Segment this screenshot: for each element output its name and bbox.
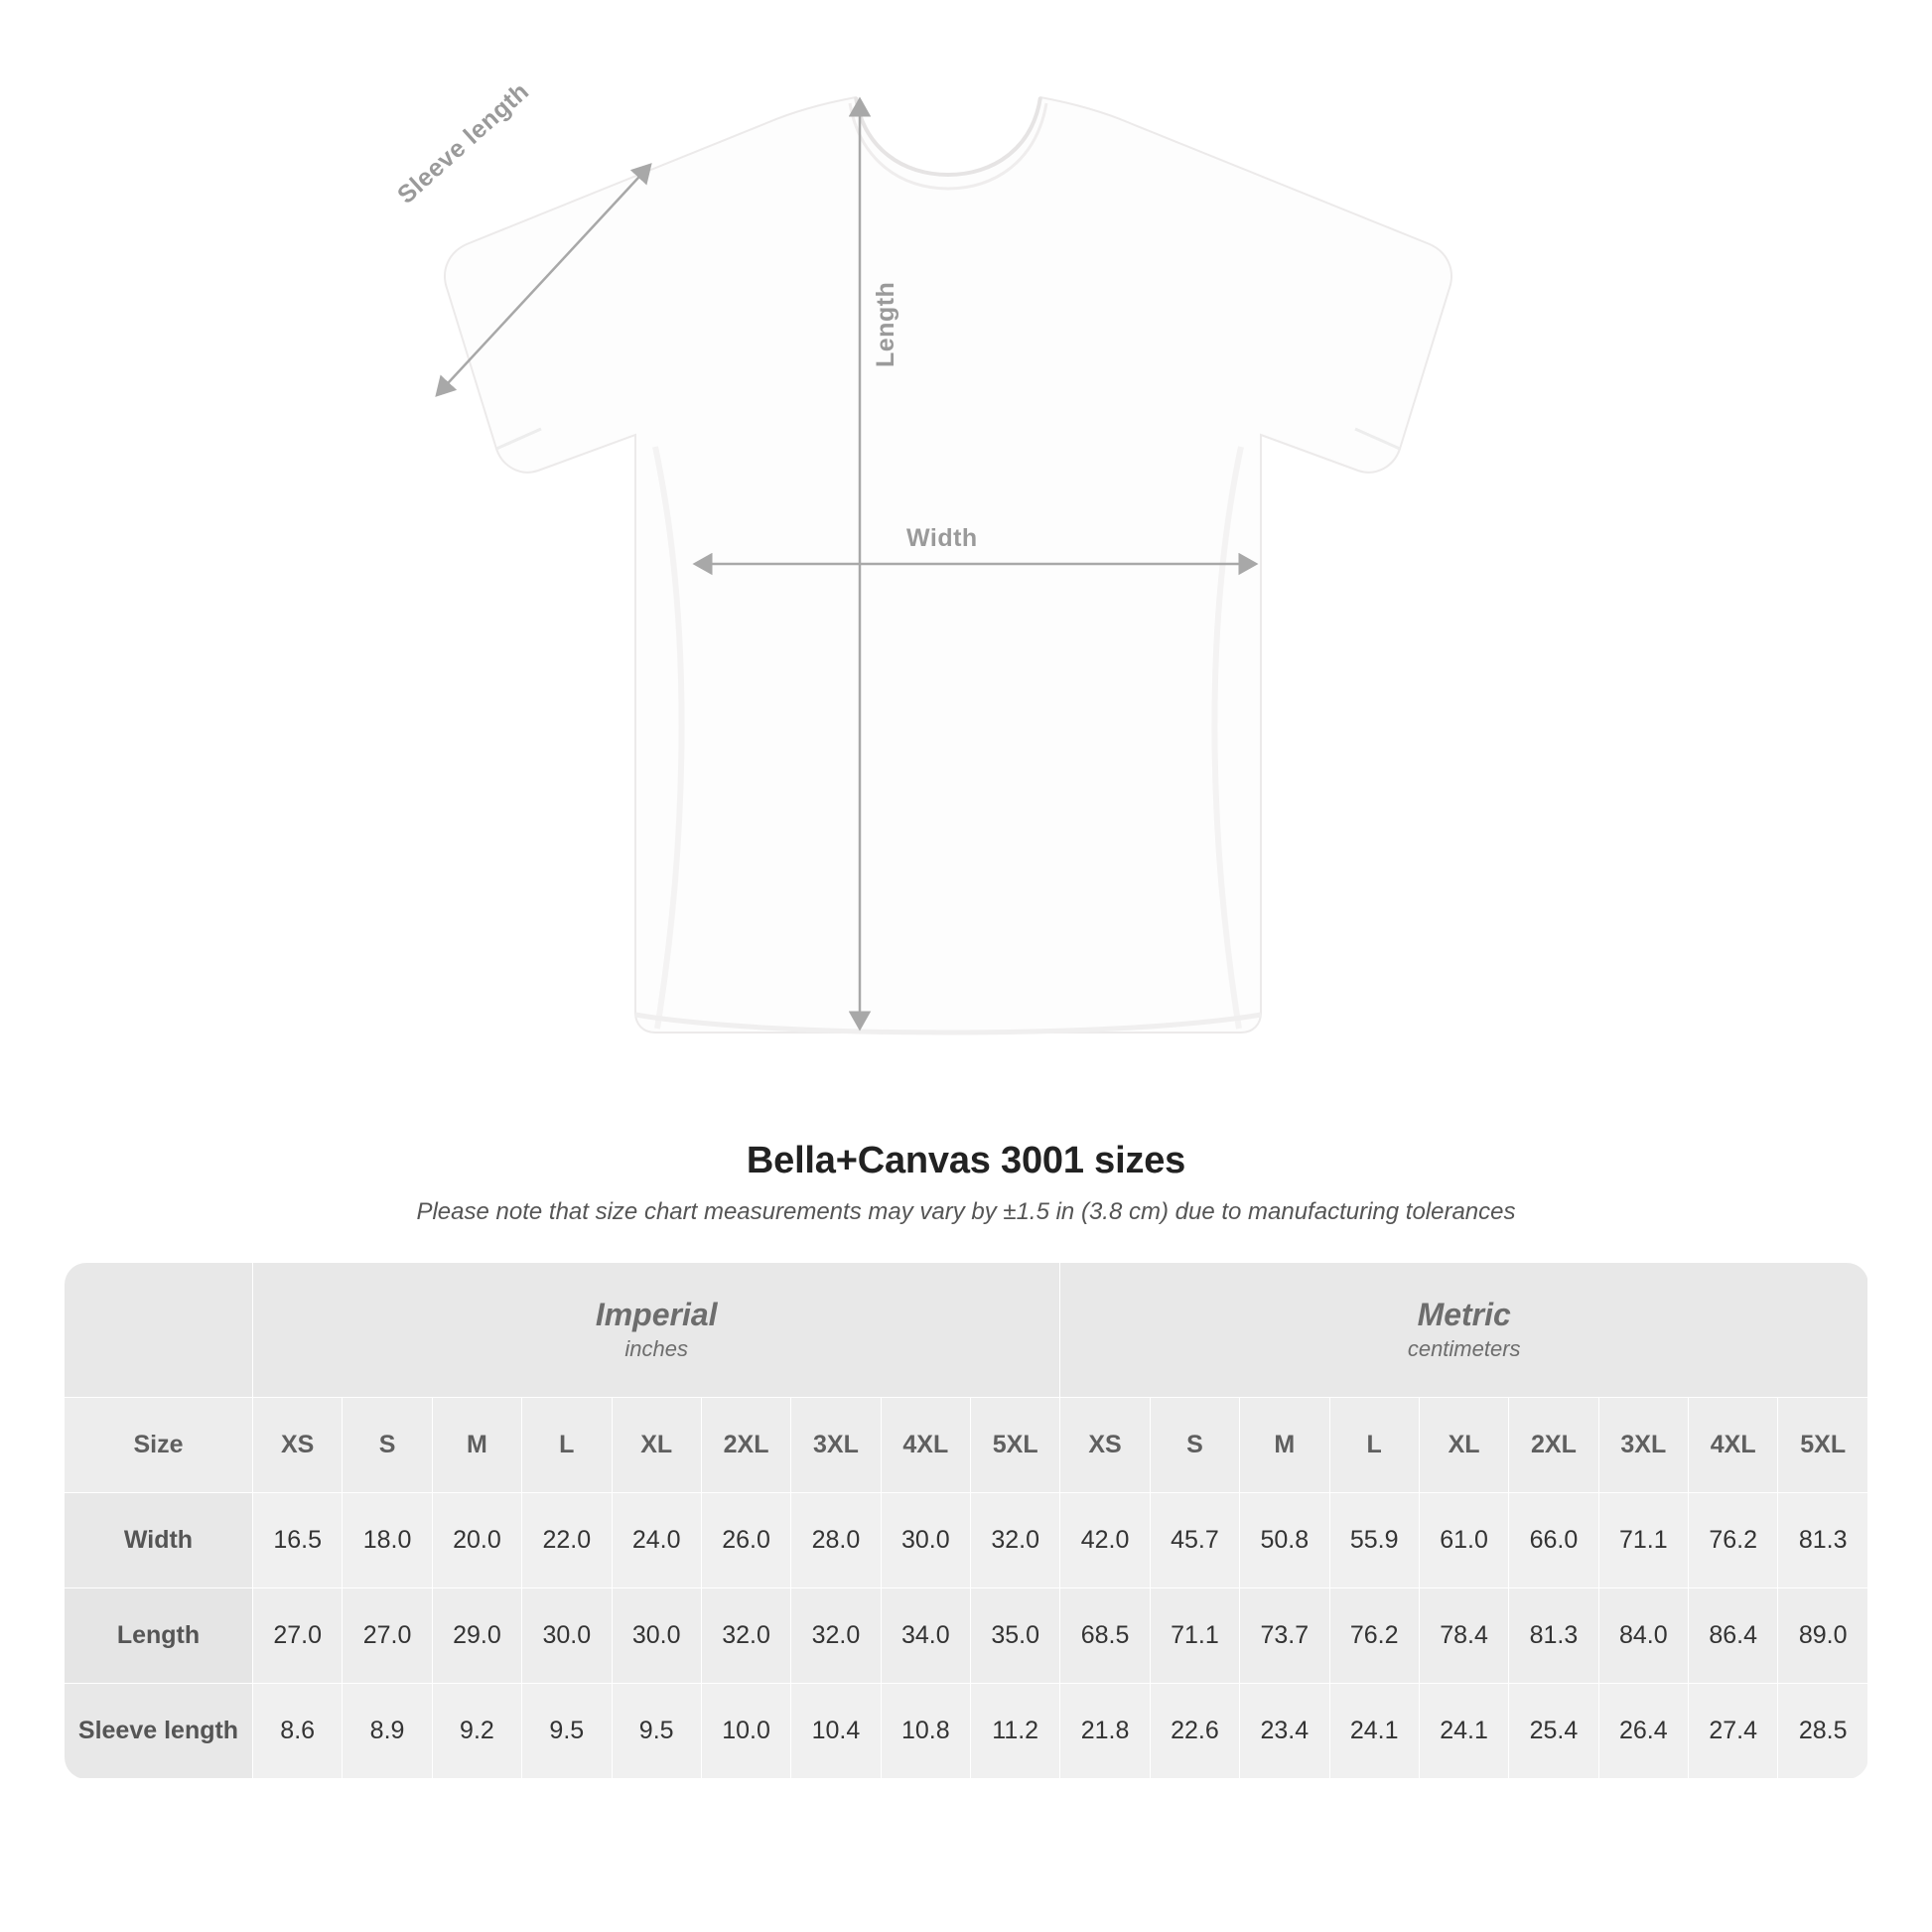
cell-width-metric-4xl: 76.2 [1689, 1493, 1778, 1588]
metric-unit-name: Metric [1417, 1297, 1511, 1333]
row-label-sleeve-length: Sleeve length [65, 1684, 253, 1779]
table-row [65, 1684, 1868, 1779]
cell-length-imperial-5xl: 35.0 [971, 1588, 1060, 1684]
cell-width-imperial-3xl: 28.0 [791, 1493, 881, 1588]
cell-sleeve-metric-m: 23.4 [1240, 1684, 1329, 1779]
cell-width-imperial-2xl: 26.0 [701, 1493, 790, 1588]
cell-width-imperial-4xl: 30.0 [881, 1493, 970, 1588]
cell-length-metric-xl: 78.4 [1419, 1588, 1508, 1684]
cell-width-metric-s: 45.7 [1150, 1493, 1239, 1588]
cell-length-metric-4xl: 86.4 [1689, 1588, 1778, 1684]
cell-length-metric-m: 73.7 [1240, 1588, 1329, 1684]
size-header-metric-s: S [1150, 1398, 1239, 1493]
table-row [65, 1588, 1868, 1684]
cell-sleeve-imperial-3xl: 10.4 [791, 1684, 881, 1779]
cell-length-imperial-s: 27.0 [343, 1588, 432, 1684]
cell-width-metric-xl: 61.0 [1419, 1493, 1508, 1588]
cell-sleeve-metric-xs: 21.8 [1060, 1684, 1150, 1779]
cell-length-imperial-4xl: 34.0 [881, 1588, 970, 1684]
size-header-metric-l: L [1329, 1398, 1419, 1493]
unit-header-row [65, 1263, 1868, 1398]
cell-width-metric-5xl: 81.3 [1778, 1493, 1868, 1588]
page-title: Bella+Canvas 3001 sizes [746, 1140, 1186, 1181]
size-header-imperial-m: M [432, 1398, 521, 1493]
cell-sleeve-metric-3xl: 26.4 [1598, 1684, 1688, 1779]
cell-width-imperial-xs: 16.5 [253, 1493, 343, 1588]
tolerance-note: Please note that size chart measurements may vary by ±1.5 in (3.8 cm) due to manufacturing tolerances [416, 1198, 1516, 1225]
size-header-metric-2xl: 2XL [1509, 1398, 1598, 1493]
imperial-unit-name: Imperial [595, 1297, 718, 1333]
cell-sleeve-imperial-4xl: 10.8 [881, 1684, 970, 1779]
size-header-metric-5xl: 5XL [1778, 1398, 1868, 1493]
table-row [65, 1493, 1868, 1588]
chart-caption [0, 1140, 1932, 1226]
size-header-imperial-2xl: 2XL [701, 1398, 790, 1493]
imperial-unit-header [253, 1263, 1060, 1398]
row-label-length: Length [65, 1588, 253, 1684]
cell-width-imperial-s: 18.0 [343, 1493, 432, 1588]
cell-sleeve-metric-4xl: 27.4 [1689, 1684, 1778, 1779]
cell-length-metric-xs: 68.5 [1060, 1588, 1150, 1684]
size-header-label: Size [65, 1398, 253, 1493]
size-header-metric-xl: XL [1419, 1398, 1508, 1493]
cell-sleeve-imperial-m: 9.2 [432, 1684, 521, 1779]
cell-width-imperial-l: 22.0 [522, 1493, 612, 1588]
cell-length-metric-l: 76.2 [1329, 1588, 1419, 1684]
size-header-imperial-xs: XS [253, 1398, 343, 1493]
cell-sleeve-imperial-xl: 9.5 [612, 1684, 701, 1779]
metric-unit-header [1060, 1263, 1868, 1398]
cell-length-metric-5xl: 89.0 [1778, 1588, 1868, 1684]
size-header-metric-m: M [1240, 1398, 1329, 1493]
cell-sleeve-imperial-s: 8.9 [343, 1684, 432, 1779]
cell-width-imperial-m: 20.0 [432, 1493, 521, 1588]
imperial-unit-sub: inches [624, 1336, 688, 1362]
cell-length-imperial-l: 30.0 [522, 1588, 612, 1684]
length-label: Length [872, 281, 899, 367]
cell-length-imperial-m: 29.0 [432, 1588, 521, 1684]
cell-sleeve-metric-l: 24.1 [1329, 1684, 1419, 1779]
size-header-metric-3xl: 3XL [1598, 1398, 1688, 1493]
sleeve-length-label: Sleeve length [392, 76, 535, 209]
cell-width-imperial-5xl: 32.0 [971, 1493, 1060, 1588]
cell-width-metric-l: 55.9 [1329, 1493, 1419, 1588]
cell-length-metric-2xl: 81.3 [1509, 1588, 1598, 1684]
metric-unit-sub: centimeters [1407, 1336, 1521, 1362]
cell-sleeve-imperial-2xl: 10.0 [701, 1684, 790, 1779]
cell-length-imperial-xs: 27.0 [253, 1588, 343, 1684]
cell-length-metric-3xl: 84.0 [1598, 1588, 1688, 1684]
size-header-metric-xs: XS [1060, 1398, 1150, 1493]
size-table-wrapper [64, 1262, 1868, 1779]
cell-length-imperial-xl: 30.0 [612, 1588, 701, 1684]
cell-length-imperial-3xl: 32.0 [791, 1588, 881, 1684]
size-header-imperial-3xl: 3XL [791, 1398, 881, 1493]
size-header-imperial-xl: XL [612, 1398, 701, 1493]
cell-sleeve-metric-xl: 24.1 [1419, 1684, 1508, 1779]
size-table [64, 1262, 1868, 1779]
cell-width-imperial-xl: 24.0 [612, 1493, 701, 1588]
size-header-metric-4xl: 4XL [1689, 1398, 1778, 1493]
cell-sleeve-imperial-xs: 8.6 [253, 1684, 343, 1779]
cell-sleeve-imperial-l: 9.5 [522, 1684, 612, 1779]
cell-length-metric-s: 71.1 [1150, 1588, 1239, 1684]
size-header-imperial-4xl: 4XL [881, 1398, 970, 1493]
row-label-width: Width [65, 1493, 253, 1588]
size-header-imperial-s: S [343, 1398, 432, 1493]
cell-sleeve-metric-s: 22.6 [1150, 1684, 1239, 1779]
cell-width-metric-3xl: 71.1 [1598, 1493, 1688, 1588]
table-corner-cell [65, 1263, 253, 1398]
size-header-imperial-5xl: 5XL [971, 1398, 1060, 1493]
size-header-row [65, 1398, 1868, 1493]
size-header-imperial-l: L [522, 1398, 612, 1493]
cell-sleeve-metric-2xl: 25.4 [1509, 1684, 1598, 1779]
cell-width-metric-2xl: 66.0 [1509, 1493, 1598, 1588]
cell-width-metric-m: 50.8 [1240, 1493, 1329, 1588]
cell-sleeve-imperial-5xl: 11.2 [971, 1684, 1060, 1779]
cell-width-metric-xs: 42.0 [1060, 1493, 1150, 1588]
width-label: Width [906, 524, 978, 552]
cell-sleeve-metric-5xl: 28.5 [1778, 1684, 1868, 1779]
cell-length-imperial-2xl: 32.0 [701, 1588, 790, 1684]
